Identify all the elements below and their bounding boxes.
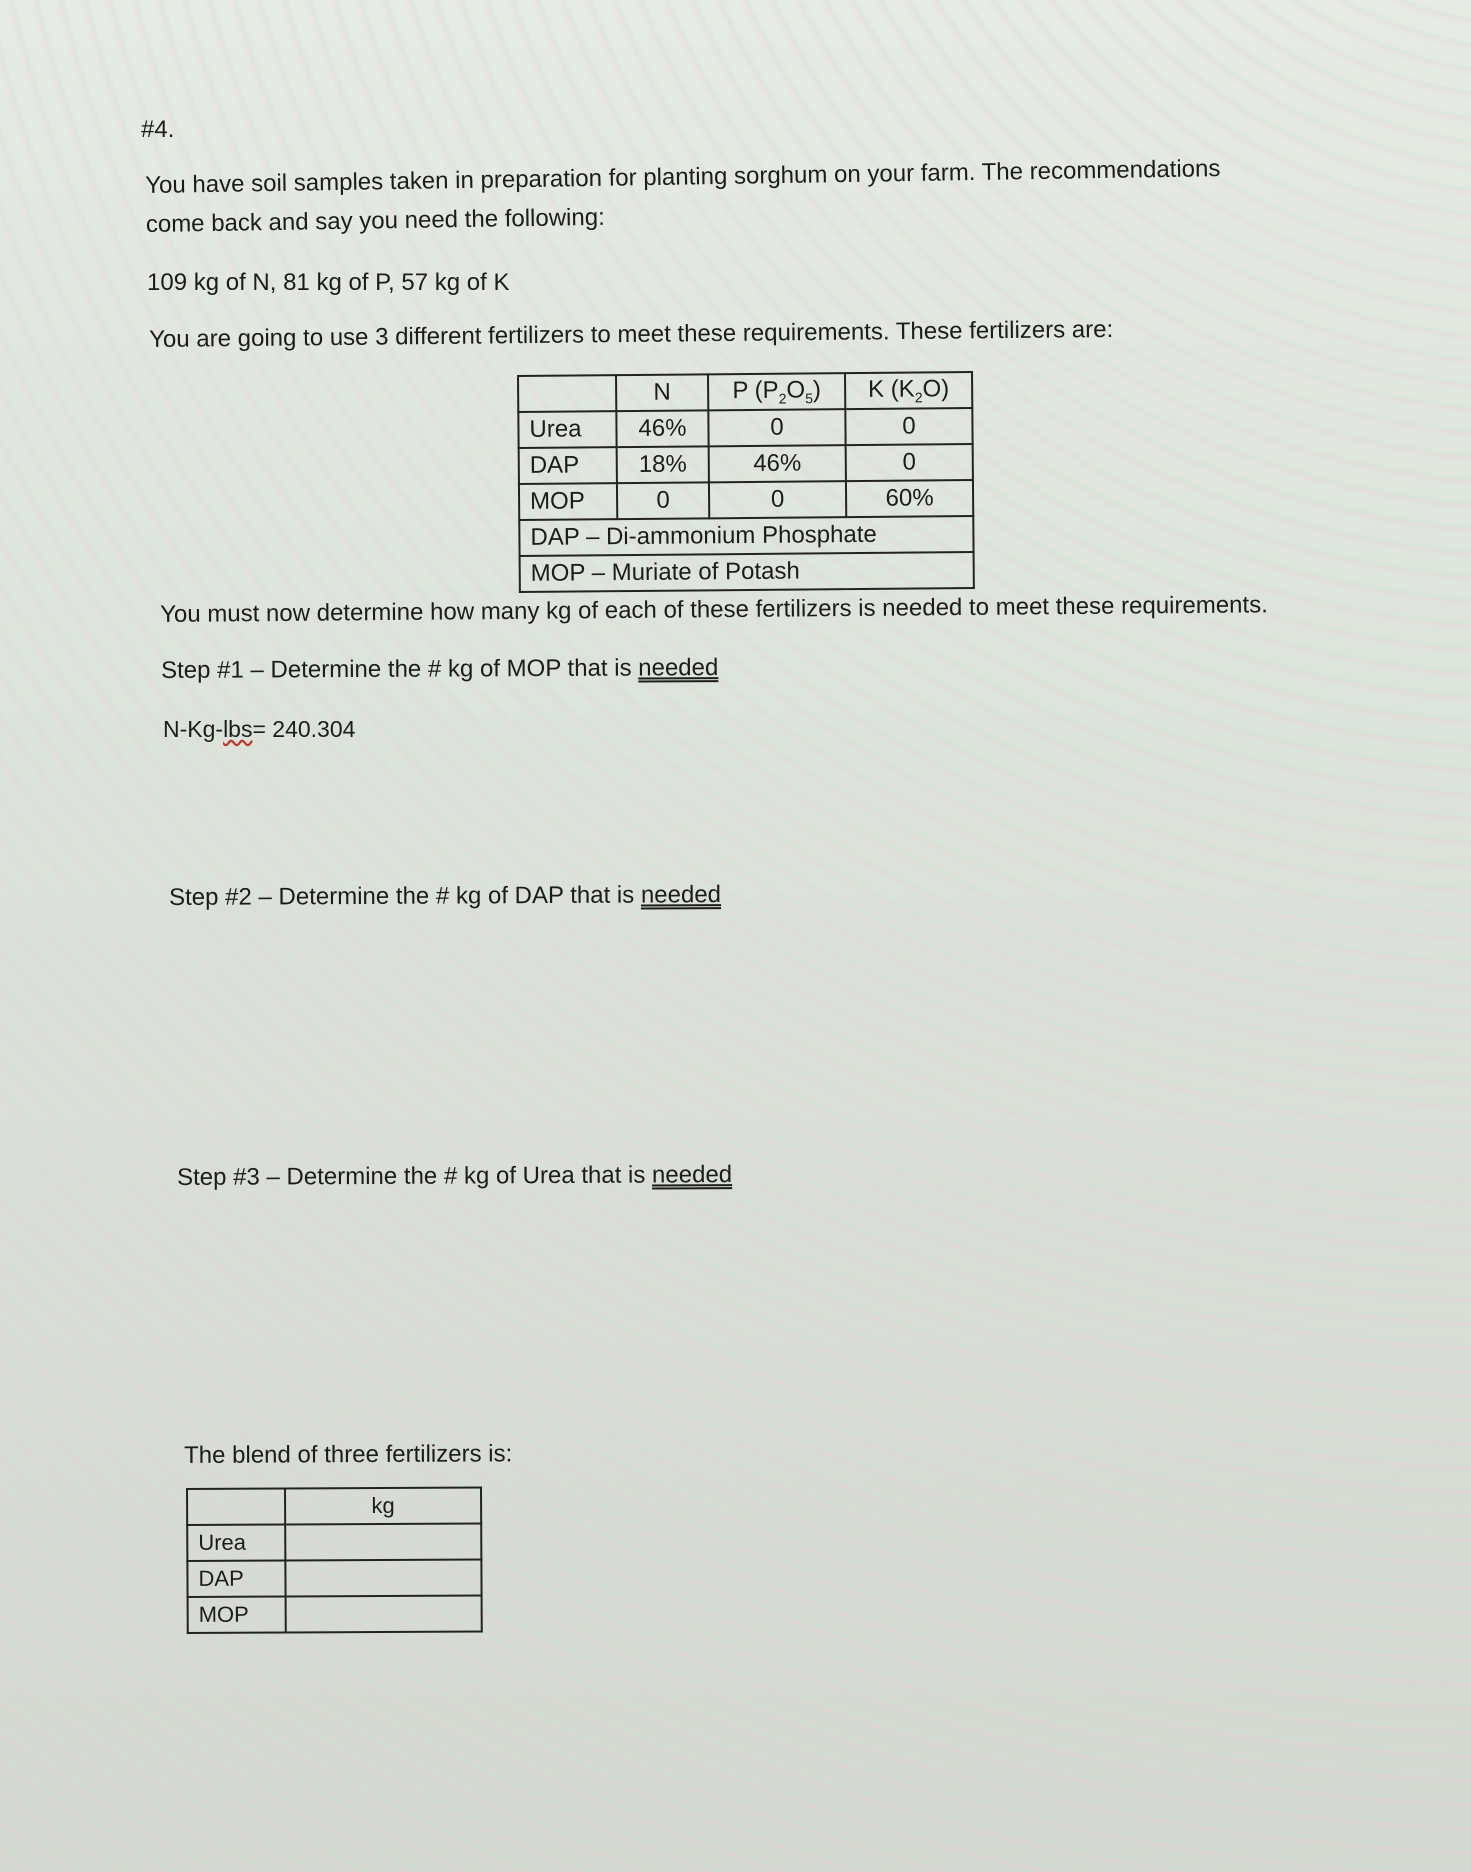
answer-prefix: N-Kg- — [163, 716, 224, 742]
nutrient-requirements: 109 kg of N, 81 kg of P, 57 kg of K — [147, 269, 510, 296]
blend-row-label: MOP — [188, 1596, 286, 1633]
header-n: N — [616, 374, 708, 411]
row-label: MOP — [519, 483, 617, 520]
step-1-needed: needed — [638, 654, 719, 682]
table-row — [519, 444, 973, 484]
blend-title: The blend of three fertilizers is: — [184, 1440, 513, 1469]
step-3-needed: needed — [651, 1161, 733, 1189]
table-corner-cell — [518, 375, 616, 412]
question-number: #4. — [141, 116, 175, 143]
cell-n: 0 — [617, 482, 709, 519]
blend-corner-cell — [187, 1488, 285, 1525]
problem-statement — [145, 153, 1221, 248]
problem-line-1: You have soil samples taken in preparation for planting sorghum on your farm. The recommendations — [145, 155, 1221, 199]
cell-p: 0 — [709, 481, 846, 518]
legend-dap: DAP – Di-ammonium Phosphate — [519, 516, 973, 556]
blend-cell-kg[interactable] — [285, 1559, 481, 1596]
cell-k: 0 — [846, 444, 973, 481]
table-row — [187, 1523, 481, 1561]
cell-p: 46% — [709, 445, 846, 482]
student-answer — [163, 715, 355, 745]
header-p: P $(P_2O_5)$ — [708, 373, 845, 410]
row-label: Urea — [518, 411, 616, 448]
answer-value: = 240.304 — [252, 716, 356, 742]
cell-k: 60% — [846, 480, 973, 517]
table-row — [187, 1559, 481, 1597]
row-label: DAP — [519, 447, 617, 484]
answer-misspelled-word: lbs — [223, 716, 253, 742]
step-2 — [169, 879, 721, 913]
step-2-text: Step #2 – Determine the # kg of DAP that is — [169, 881, 641, 911]
step-3-text: Step #3 – Determine the # kg of Urea that is — [177, 1161, 653, 1191]
cell-p: 0 — [708, 409, 845, 446]
fertilizer-composition-table — [517, 371, 975, 593]
step-3 — [177, 1159, 732, 1193]
step-1 — [161, 652, 718, 686]
blend-cell-kg[interactable] — [286, 1595, 482, 1632]
table-row — [188, 1595, 482, 1633]
table-header-row — [518, 372, 972, 412]
fertilizer-intro: You are going to use 3 different fertilizers to meet these requirements. These fertilizers are: — [149, 315, 1114, 353]
blend-header-kg: kg — [285, 1487, 481, 1524]
step-2-needed: needed — [640, 881, 722, 909]
blend-row-label: DAP — [187, 1560, 285, 1597]
blend-header-row — [187, 1487, 481, 1525]
cell-n: 18% — [617, 446, 709, 483]
step-1-text: Step #1 – Determine the # kg of MOP that is — [161, 654, 639, 684]
cell-n: 46% — [616, 410, 708, 447]
legend-row — [519, 516, 973, 556]
table-row — [518, 408, 972, 448]
table-row — [519, 480, 973, 520]
blend-row-label: Urea — [187, 1524, 285, 1561]
blend-table — [186, 1486, 483, 1634]
problem-line-2: come back and say you need the following: — [145, 203, 605, 239]
legend-row — [520, 552, 974, 592]
header-k: K $(K_2O)$ — [845, 372, 972, 409]
blend-cell-kg[interactable] — [285, 1523, 481, 1560]
cell-k: 0 — [845, 408, 972, 445]
legend-mop: MOP – Muriate of Potash — [520, 552, 974, 592]
task-instruction: You must now determine how many kg of each of these fertilizers is needed to meet these requirements. — [160, 591, 1268, 628]
